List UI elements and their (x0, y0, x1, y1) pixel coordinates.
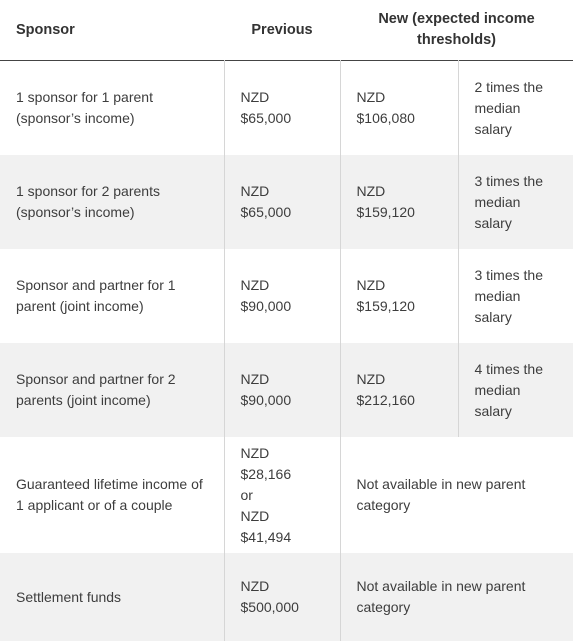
new-multiple-cell: 3 times the median salary (458, 249, 573, 343)
new-amount-cell: NZD $212,160 (340, 343, 458, 437)
table-row (0, 249, 573, 343)
new-amount-cell: NZD $159,120 (340, 155, 458, 249)
new-amount-cell: NZD $106,080 (340, 61, 458, 156)
table-row (0, 437, 573, 553)
sponsor-cell: Settlement funds (16, 588, 122, 605)
previous-cell: NZD $500,000 (224, 553, 340, 641)
new-multiple-cell: 4 times the median salary (458, 343, 573, 437)
previous-cell: NZD $65,000 (224, 155, 340, 249)
sponsor-cell: 1 sponsor for 2 parents (sponsor’s income) (16, 183, 160, 220)
table-row (0, 343, 573, 437)
sponsor-cell: Sponsor and partner for 1 parent (joint income) (16, 277, 176, 314)
sponsor-cell: 1 sponsor for 1 parent (sponsor’s income) (16, 89, 153, 126)
sponsor-cell: Sponsor and partner for 2 parents (joint income) (16, 371, 176, 408)
table-row (0, 155, 573, 249)
table-header-row (0, 0, 573, 61)
new-note-cell: Not available in new parent category (340, 553, 573, 641)
new-multiple-cell: 3 times the median salary (458, 155, 573, 249)
previous-cell: NZD $28,166 or NZD $41,494 (224, 437, 340, 553)
previous-cell: NZD $65,000 (224, 61, 340, 156)
header-sponsor: Sponsor (16, 21, 75, 38)
new-note-cell: Not available in new parent category (340, 437, 573, 553)
previous-cell: NZD $90,000 (224, 249, 340, 343)
sponsor-cell: Guaranteed lifetime income of 1 applicant or of a couple (16, 476, 203, 513)
previous-cell: NZD $90,000 (224, 343, 340, 437)
header-new: New (expected income thresholds) (378, 11, 535, 48)
header-previous: Previous (251, 21, 313, 38)
new-multiple-cell: 2 times the median salary (458, 61, 573, 156)
table-row (0, 61, 573, 156)
table-row (0, 553, 573, 641)
new-amount-cell: NZD $159,120 (340, 249, 458, 343)
